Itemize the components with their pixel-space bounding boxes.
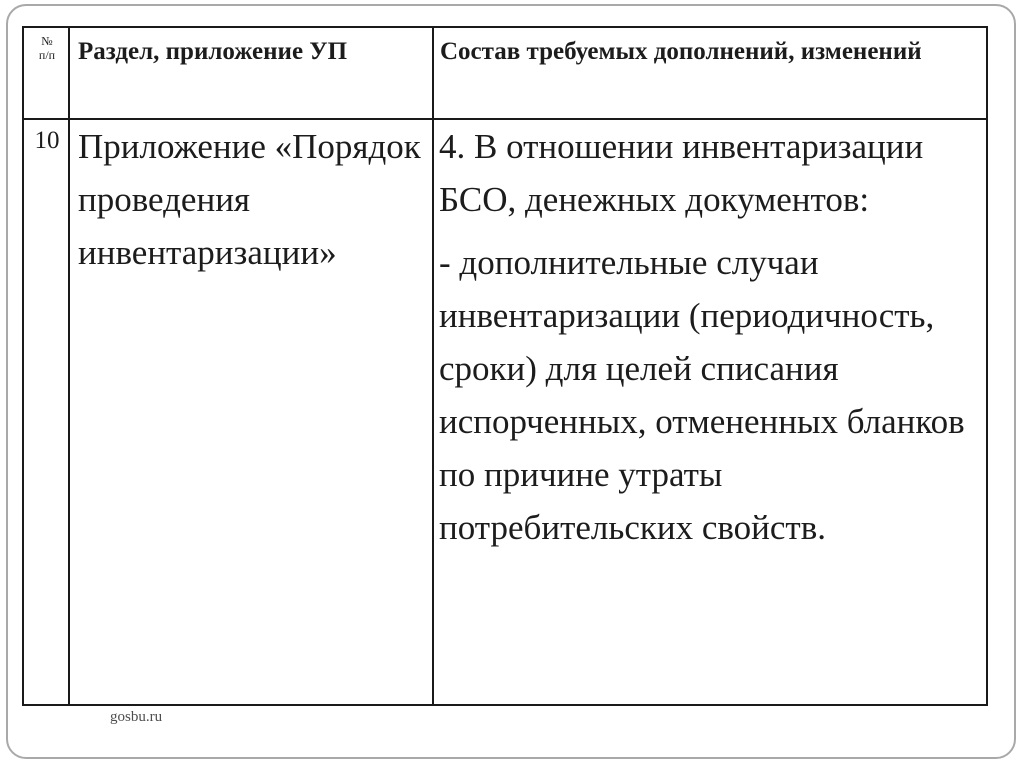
header-changes-cell: Состав требуемых дополнений, изменений bbox=[440, 38, 922, 65]
changes-intro-text: 4. В отношении инвентаризации БСО, денежных документов: bbox=[439, 127, 924, 219]
header-number-cell bbox=[26, 30, 68, 62]
row-number-cell: 10 bbox=[34, 127, 60, 154]
header-number-abbr: п/п bbox=[38, 48, 56, 62]
column-divider-1 bbox=[68, 28, 70, 704]
row-changes-cell bbox=[439, 120, 984, 554]
changes-detail-text: - дополнительные случаи инвентаризации (периодичность, сроки) для целей списания испорченных, отмененных бланков по причине утраты потребительских свойств. bbox=[439, 243, 965, 547]
column-divider-2 bbox=[432, 28, 434, 704]
header-number-symbol: № bbox=[41, 34, 53, 48]
requirements-table bbox=[22, 26, 988, 706]
header-section-cell: Раздел, приложение УП bbox=[78, 38, 348, 65]
footer-source: gosbu.ru bbox=[110, 709, 163, 725]
row-section-cell: Приложение «Порядок проведения инвентаризации» bbox=[78, 127, 421, 272]
